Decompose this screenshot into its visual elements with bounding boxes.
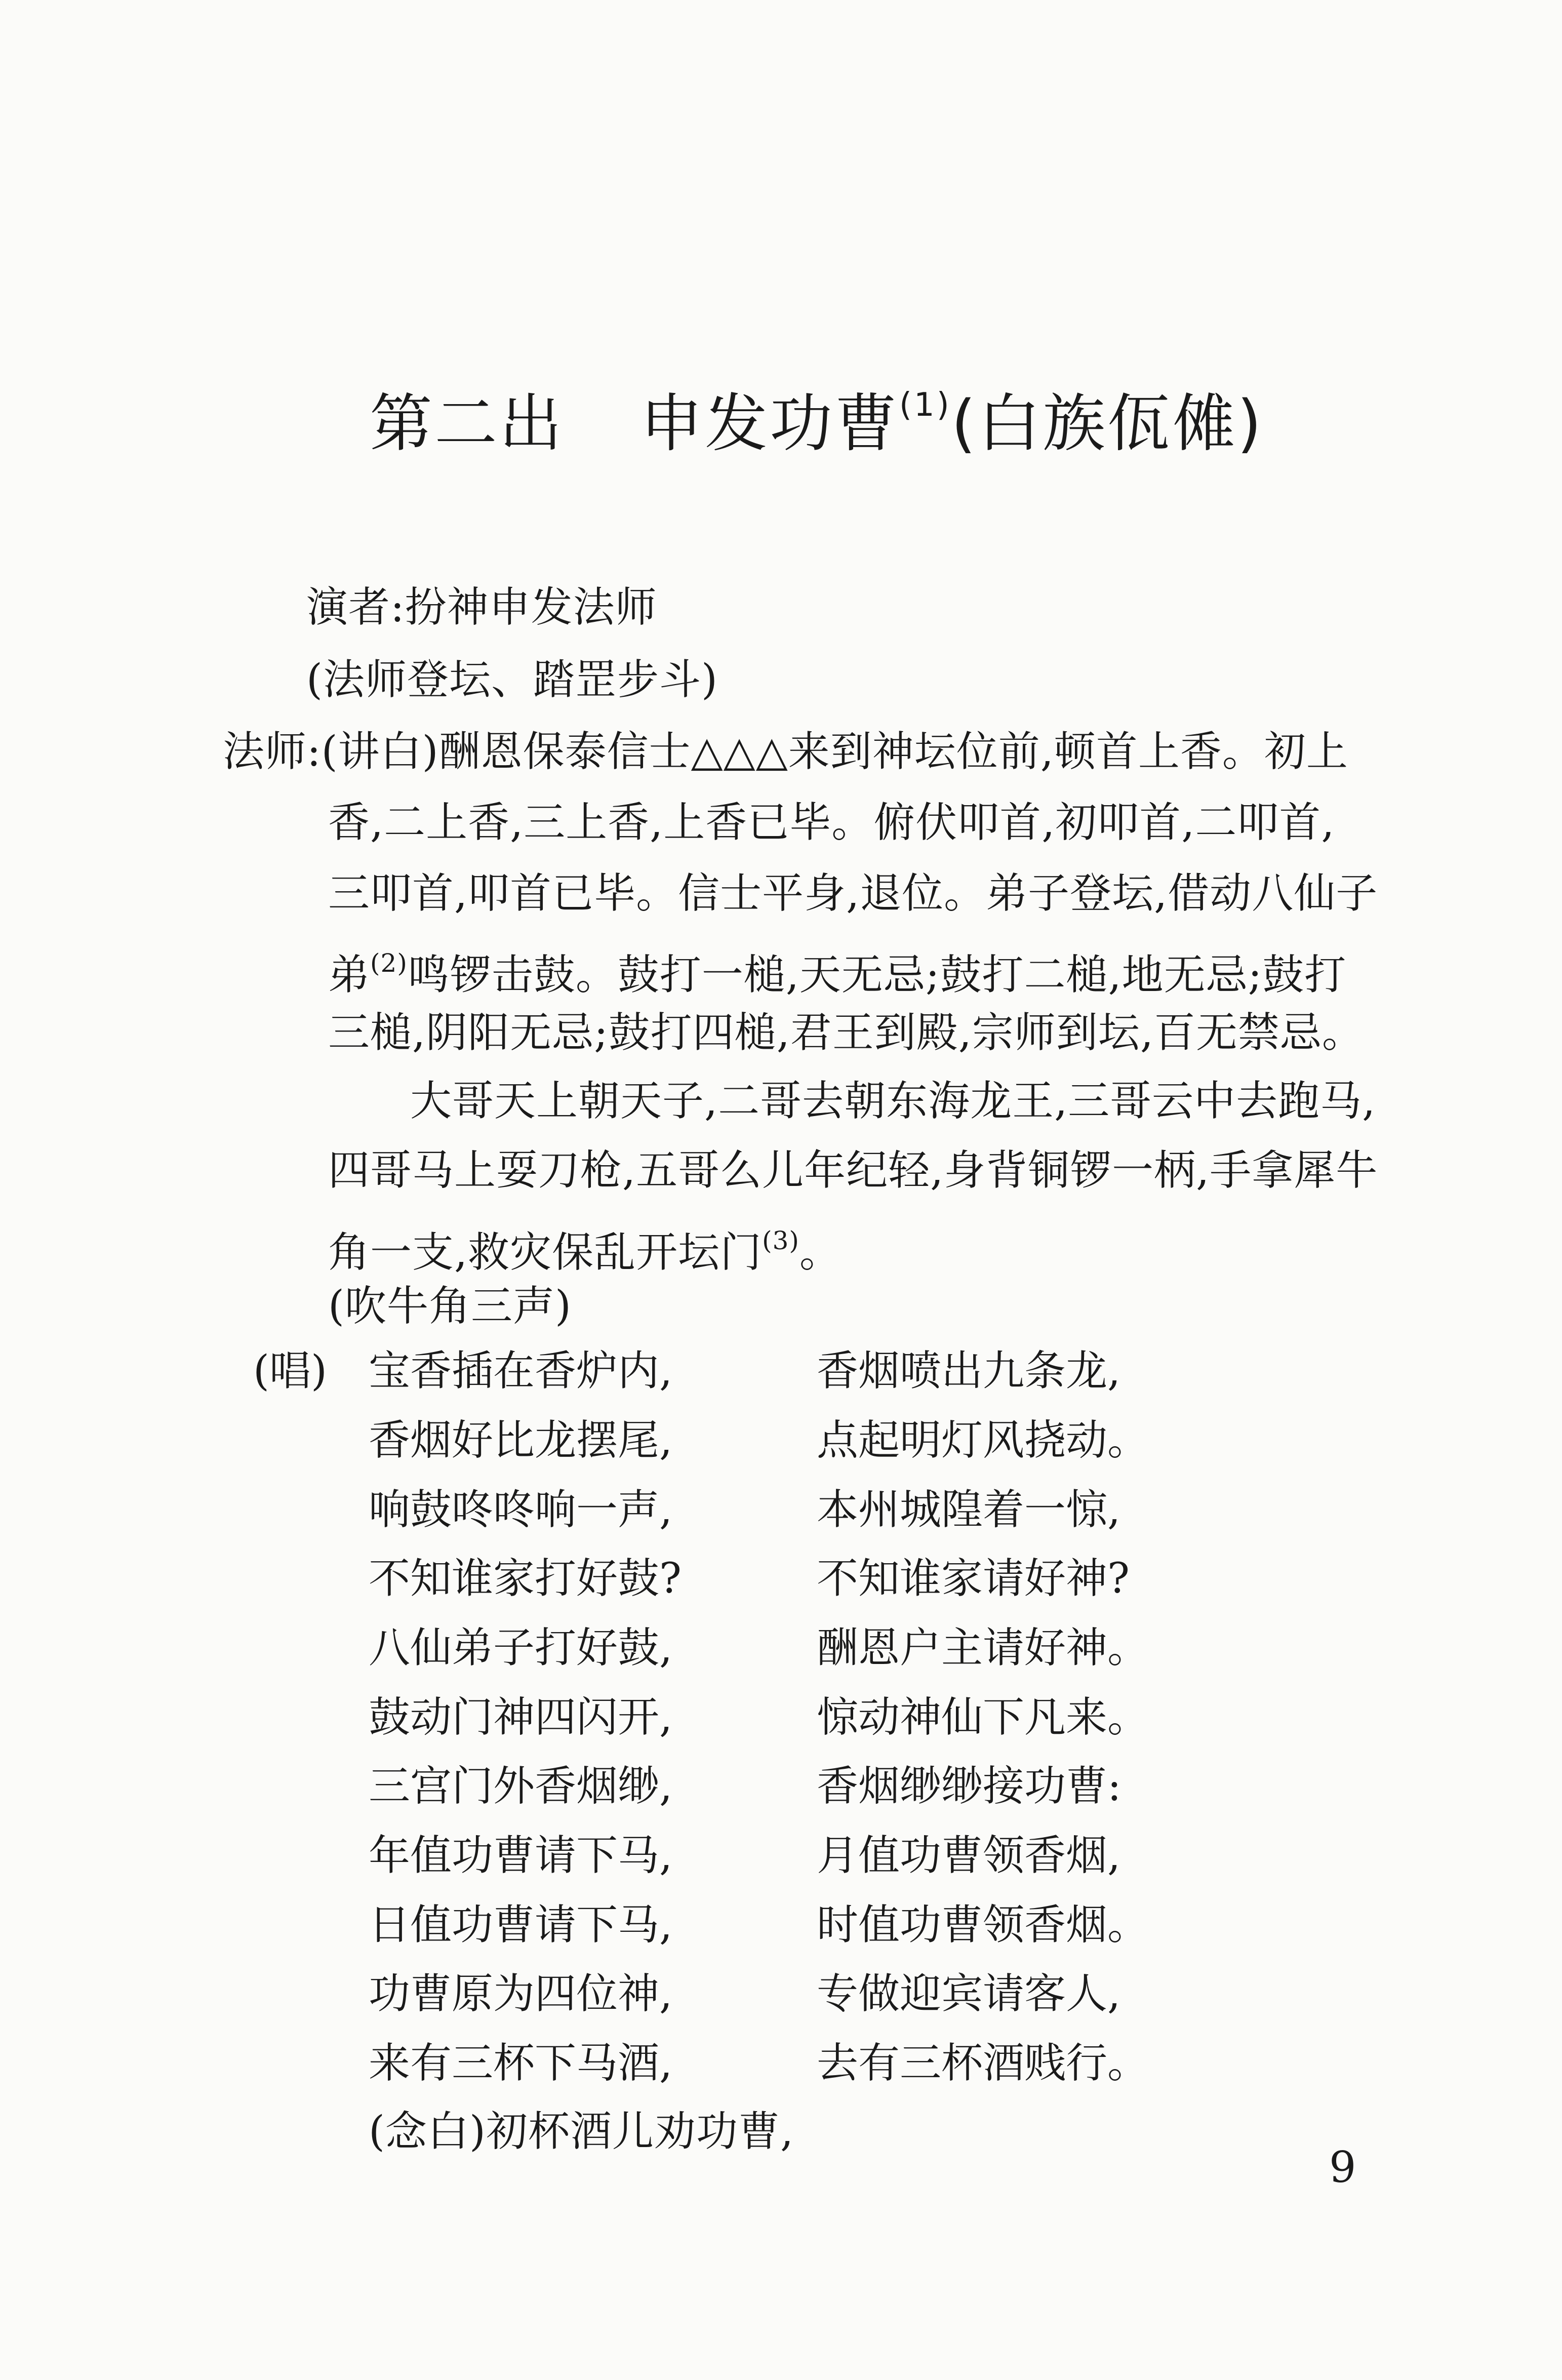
verse-right: 不知谁家请好神? — [817, 1555, 1130, 1603]
stage-direction: (法师登坛、踏罡步斗) — [306, 656, 718, 704]
recital-line: (念白)初杯酒儿劝功曹, — [369, 2108, 794, 2156]
para2-line-1: 大哥天上朝天子,二哥去朝东海龙王,三哥云中去跑马, — [410, 1077, 1376, 1125]
verse-right: 月值功曹领香烟, — [817, 1832, 1121, 1880]
title-subtitle: 申发功曹 — [640, 387, 900, 460]
verse-left: 来有三杯下马酒, — [369, 2039, 673, 2087]
para2-line-3 — [328, 1215, 842, 1278]
verse-right: 香烟缈缈接功曹: — [817, 1762, 1122, 1810]
speech-line-1: 法师:(讲白)酬恩保泰信士△△△来到神坛位前,顿首上香。初上 — [223, 728, 1348, 776]
para2-line-3-start: 角一支,救灾保乱开坛门 — [328, 1228, 763, 1277]
para2-line-3-end: 。 — [799, 1228, 842, 1277]
speech-line-3: 三叩首,叩首已毕。信士平身,退位。弟子登坛,借动八仙子 — [328, 869, 1378, 918]
verse-left: 响鼓咚咚响一声, — [369, 1486, 673, 1534]
performer-line: 演者:扮神申发法师 — [306, 583, 657, 631]
verse-left: 年值功曹请下马, — [369, 1832, 673, 1880]
speech-line-4-start: 弟 — [328, 951, 371, 999]
footnote-marker-3: (3) — [762, 1226, 799, 1255]
verse-left: 三宫门外香烟缈, — [369, 1762, 673, 1810]
verse-left: 鼓动门神四闪开, — [369, 1693, 673, 1741]
speech-line-2: 香,二上香,三上香,上香已毕。俯伏叩首,初叩首,二叩首, — [328, 799, 1335, 847]
verse-left: 日值功曹请下马, — [369, 1901, 673, 1949]
verse-right: 点起明灯风挠动。 — [817, 1416, 1149, 1464]
verse-left: 八仙弟子打好鼓, — [369, 1624, 673, 1672]
verse-right: 酬恩户主请好神。 — [817, 1624, 1149, 1672]
speech-line-4 — [328, 938, 1346, 1001]
page-title — [370, 365, 1281, 464]
song-label: (唱) — [253, 1347, 327, 1395]
verse-right: 去有三杯酒贱行。 — [817, 2039, 1149, 2087]
horn-direction: (吹牛角三声) — [328, 1282, 572, 1330]
verse-left: 不知谁家打好鼓? — [369, 1555, 682, 1603]
verse-left: 宝香插在香炉内, — [369, 1347, 673, 1395]
verse-left: 功曹原为四位神, — [369, 1970, 673, 2018]
speech-line-4-end: 鸣锣击鼓。鼓打一槌,天无忌;鼓打二槌,地无忌;鼓打 — [407, 951, 1347, 999]
title-tail: (白族佤傩) — [951, 387, 1264, 460]
verse-right: 专做迎宾请客人, — [817, 1970, 1121, 2018]
para2-line-2: 四哥马上耍刀枪,五哥么儿年纪轻,身背铜锣一柄,手拿犀牛 — [328, 1146, 1378, 1195]
verse-right: 惊动神仙下凡来。 — [817, 1693, 1149, 1741]
verse-right: 时值功曹领香烟。 — [817, 1901, 1149, 1949]
page-number: 9 — [1329, 2143, 1356, 2192]
verse-right: 香烟喷出九条龙, — [817, 1347, 1121, 1395]
speech-line-5: 三槌,阴阳无忌;鼓打四槌,君王到殿,宗师到坛,百无禁忌。 — [328, 1009, 1364, 1057]
footnote-marker-1: (1) — [899, 386, 951, 424]
footnote-marker-2: (2) — [370, 948, 408, 978]
verse-left: 香烟好比龙摆尾, — [369, 1416, 673, 1464]
verse-right: 本州城隍着一惊, — [817, 1486, 1121, 1534]
title-main: 第二出 — [370, 387, 565, 460]
